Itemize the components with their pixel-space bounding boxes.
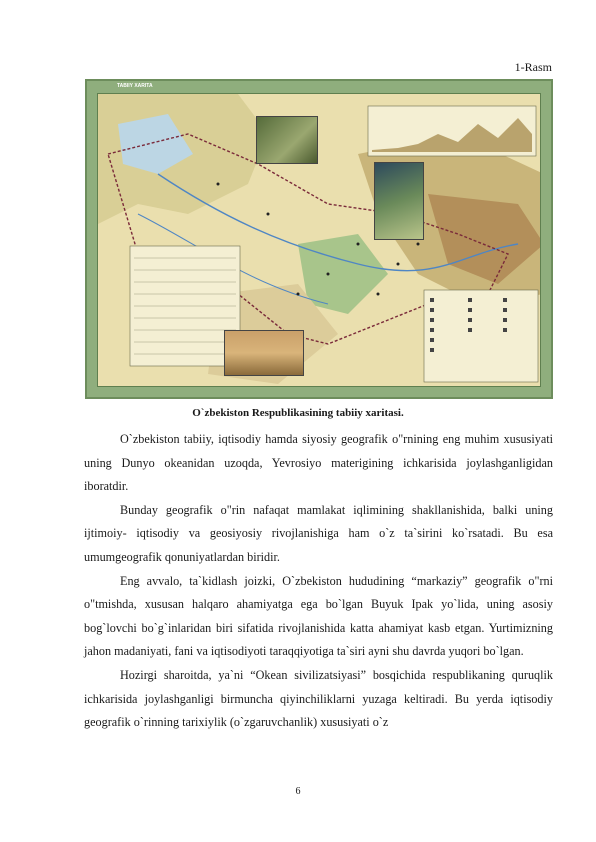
page-number: 6 <box>295 786 301 797</box>
photo-desert <box>224 330 304 376</box>
map-image <box>85 79 553 399</box>
figure-label: 1-Rasm <box>514 60 552 74</box>
photo-valley <box>374 162 424 240</box>
photo-mountains <box>256 116 318 164</box>
figure-caption: O`zbekiston Respublikasining tabiiy xaritasi. <box>192 407 404 419</box>
map-drawing <box>98 94 541 387</box>
body-text <box>84 428 553 735</box>
paragraph: Bunday geografik o"rin nafaqat mamlakat iqlimining shakllanishida, balki uning ijtimoiy- iqtisodiy va geosiyosiy rivojlanishiga ham o`z ta`sirini ko`rsatadi. Bu esa umumgeografik qonuniyatlardan biridir. <box>84 502 553 564</box>
paragraph: Eng avvalo, ta`kidlash joizki, O`zbekiston hududining “markaziy” geografik o"rni o"tmishda, xususan halqaro ahamiyatga ega bo`lgan Buyuk Ipak yo`lida, uning asosiy bog`lovchi bo`g`inlaridan biri sifatida rivojlanishida katta ahamiyat kasb etgan. Yurtimizning jahon madaniyati, fani va iqtisodiyoti taraqqiyotiga ta`siri ayni shu davrda yuqori bo`lgan. <box>84 573 553 659</box>
paragraph: O`zbekiston tabiiy, iqtisodiy hamda siyosiy geografik o"rnining eng muhim xususiyati uning Dunyo okeanidan uzoqda, Yevrosiyo materigining ichkarisida joylashganligidan iboratdir. <box>84 432 553 494</box>
paragraph: Hozirgi sharoitda, ya`ni “Okean sivilizatsiyasi” bosqichida respublikaning quruqlik ichkarisida joylashganligi birmuncha qiyinchiliklarni yuzaga keltiradi. Bu yerda iqtisodiy geografik o`rinning tarixiylik (o`zgaruvchanlik) xususiyati o`z <box>84 667 553 730</box>
map-title: TABIIY XARITA <box>117 83 153 89</box>
map-body <box>97 93 541 387</box>
